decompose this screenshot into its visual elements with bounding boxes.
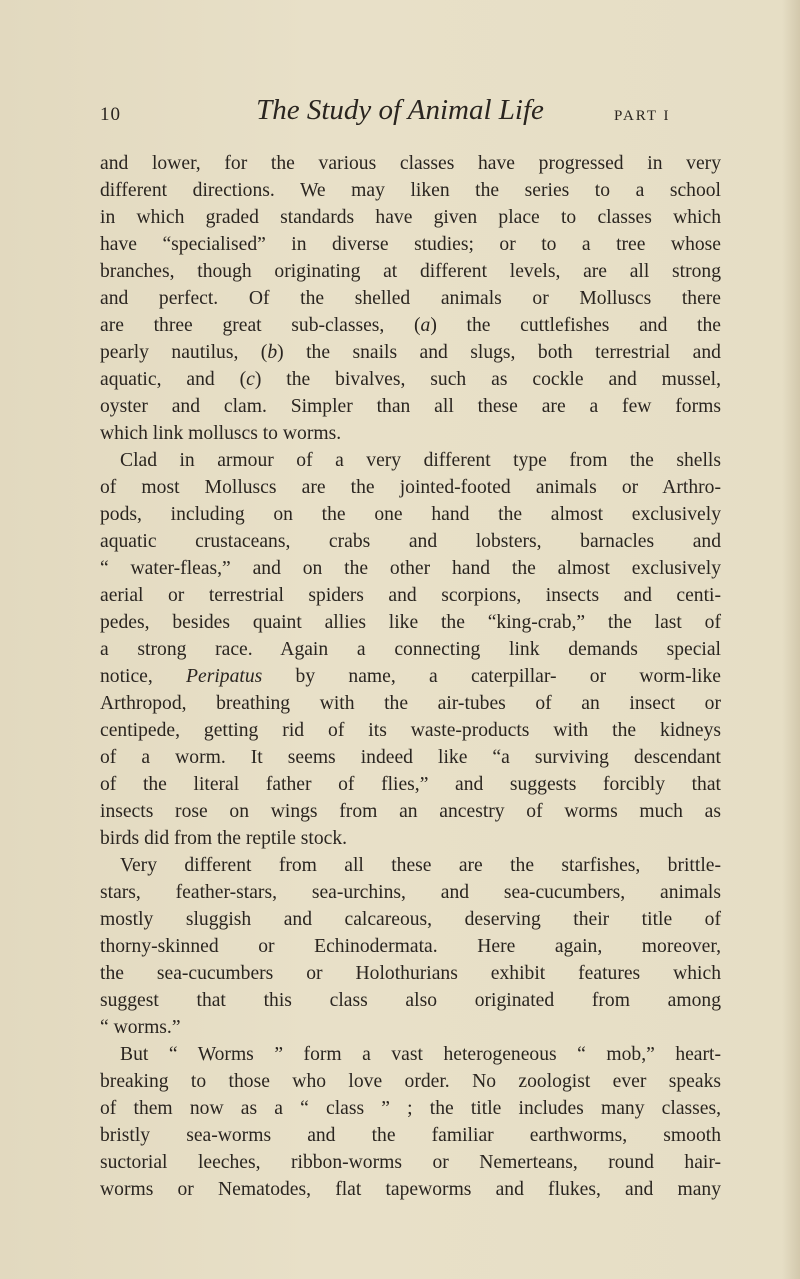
text-line: “ worms.” [100, 1017, 181, 1038]
page-header [0, 92, 800, 132]
text-line: which link molluscs to worms. [100, 423, 342, 444]
italic-text: c [246, 369, 255, 390]
text-line: bristly sea-worms and the familiar earthworms, smooth [100, 1125, 721, 1146]
text-line: “ water-fleas,” and on the other hand the almost exclusively [100, 558, 721, 579]
body-text [100, 150, 721, 1203]
text-line: the sea-cucumbers or Holothurians exhibit features which [100, 963, 721, 984]
italic-text: Peripatus [186, 666, 263, 687]
text-line: and lower, for the various classes have progressed in very [100, 153, 721, 174]
text-run: ) the bivalves, such as cockle and mussel, [254, 369, 721, 390]
text-line: Arthropod, breathing with the air-tubes of an insect or [100, 693, 721, 714]
page-edge-shadow [782, 0, 800, 1279]
text-line: of the literal father of flies,” and suggests forcibly that [100, 774, 721, 795]
text-line: worms or Nematodes, flat tapeworms and flukes, and many [100, 1179, 721, 1200]
text-line: in which graded standards have given place to classes which [100, 207, 721, 228]
text-line [100, 366, 721, 393]
text-line: suggest that this class also originated from among [100, 990, 721, 1011]
text-run: aquatic, and ( [100, 369, 247, 390]
text-line: different directions. We may liken the series to a school [100, 180, 721, 201]
text-line: oyster and clam. Simpler than all these are a few forms [100, 396, 721, 417]
text-run: ) the cuttlefishes and the [430, 315, 721, 336]
text-line [100, 312, 721, 339]
text-run: by name, a caterpillar- or worm-like [262, 666, 721, 687]
text-line: pods, including on the one hand the almost exclusively [100, 504, 721, 525]
text-line: Very different from all these are the starfishes, brittle- [120, 855, 721, 876]
text-run: notice, [100, 666, 187, 687]
text-line: of most Molluscs are the jointed-footed animals or Arthro- [100, 477, 721, 498]
part-label: PART I [614, 108, 671, 124]
text-line [100, 339, 721, 366]
text-run: are three great sub-classes, ( [100, 315, 421, 336]
text-line: birds did from the reptile stock. [100, 828, 348, 849]
text-line: have “specialised” in diverse studies; or to a tree whose [100, 234, 721, 255]
text-line: But “ Worms ” form a vast heterogeneous “ mob,” heart- [120, 1044, 721, 1065]
italic-text: b [267, 342, 278, 363]
text-run: ) the snails and slugs, both terrestrial and [277, 342, 721, 363]
text-line: thorny-skinned or Echinodermata. Here again, moreover, [100, 936, 721, 957]
text-run: pearly nautilus, ( [100, 342, 268, 363]
text-line: mostly sluggish and calcareous, deserving their title of [100, 909, 721, 930]
text-line: of a worm. It seems indeed like “a surviving descendant [100, 747, 721, 768]
text-line: and perfect. Of the shelled animals or Molluscs there [100, 288, 721, 309]
text-line [100, 663, 721, 690]
running-title: The Study of Animal Life [256, 94, 544, 126]
text-line: breaking to those who love order. No zoologist ever speaks [100, 1071, 721, 1092]
text-line: aerial or terrestrial spiders and scorpions, insects and centi- [100, 585, 721, 606]
text-line: pedes, besides quaint allies like the “king-crab,” the last of [100, 612, 721, 633]
text-line: branches, though originating at different levels, are all strong [100, 261, 721, 282]
text-line: Clad in armour of a very different type from the shells [120, 450, 721, 471]
text-line: aquatic crustaceans, crabs and lobsters, barnacles and [100, 531, 721, 552]
text-line: a strong race. Again a connecting link demands special [100, 639, 721, 660]
text-line: insects rose on wings from an ancestry of worms much as [100, 801, 721, 822]
text-line: centipede, getting rid of its waste-products with the kidneys [100, 720, 721, 741]
page-number: 10 [100, 104, 121, 125]
text-line: suctorial leeches, ribbon-worms or Nemerteans, round hair- [100, 1152, 721, 1173]
text-line: stars, feather-stars, sea-urchins, and sea-cucumbers, animals [100, 882, 721, 903]
italic-text: a [420, 315, 431, 336]
text-line: of them now as a “ class ” ; the title includes many classes, [100, 1098, 721, 1119]
